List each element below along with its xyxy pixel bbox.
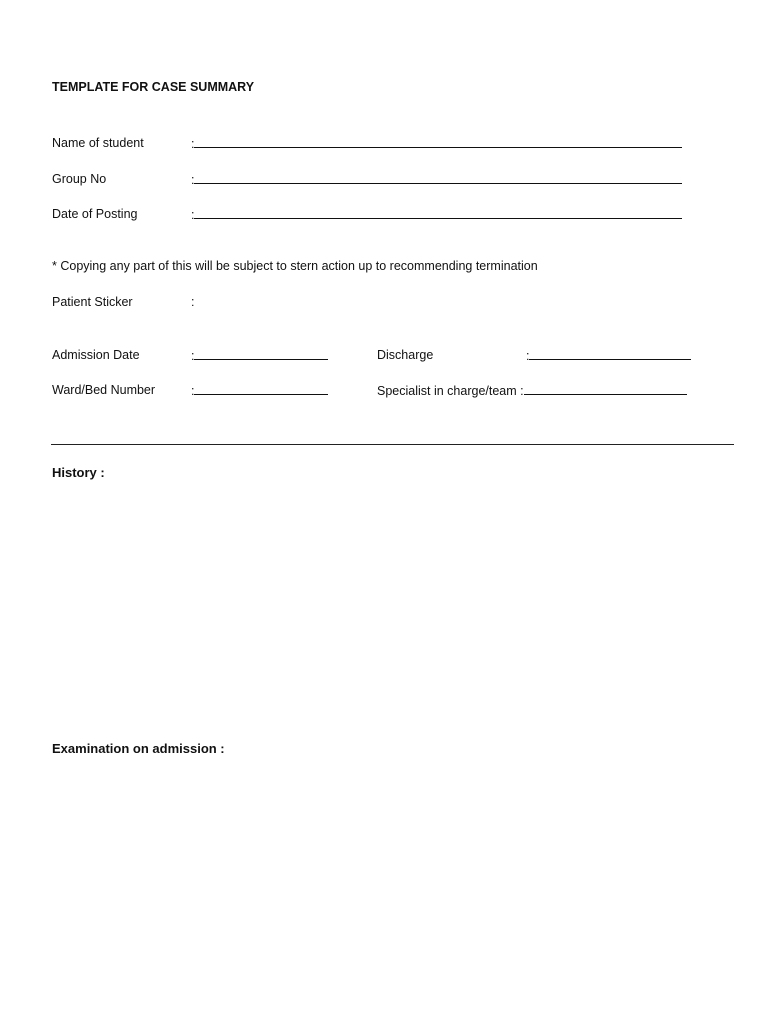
- name-of-student-blank[interactable]: [194, 135, 682, 148]
- ward-bed-number-field[interactable]: [191, 382, 328, 399]
- patient-sticker-separator: :: [191, 295, 195, 309]
- name-of-student-label: Name of student: [52, 136, 144, 150]
- page-title: TEMPLATE FOR CASE SUMMARY: [52, 80, 255, 94]
- admission-date-blank[interactable]: [194, 347, 328, 360]
- field-separator: :: [191, 384, 195, 398]
- discharge-field[interactable]: [526, 347, 691, 364]
- section-divider: [51, 444, 734, 445]
- discharge-blank[interactable]: [529, 347, 691, 360]
- group-no-label: Group No: [52, 172, 107, 186]
- date-of-posting-field[interactable]: [191, 206, 682, 223]
- history-heading: History :: [52, 465, 105, 480]
- group-no-field[interactable]: [191, 171, 682, 188]
- history-writing-area[interactable]: [52, 490, 732, 720]
- group-no-blank[interactable]: [194, 171, 682, 184]
- specialist-blank[interactable]: [524, 382, 687, 395]
- ward-bed-number-label: Ward/Bed Number: [52, 383, 156, 397]
- field-separator: :: [526, 349, 530, 363]
- examination-writing-area[interactable]: [52, 766, 732, 996]
- ward-bed-number-blank[interactable]: [194, 382, 328, 395]
- field-separator: :: [191, 208, 195, 222]
- field-separator: :: [191, 349, 195, 363]
- field-separator: :: [191, 137, 195, 151]
- specialist-label: Specialist in charge/team :: [377, 384, 524, 398]
- admission-date-field[interactable]: [191, 347, 328, 364]
- copying-notice: * Copying any part of this will be subject to stern action up to recommending termination: [52, 259, 538, 273]
- date-of-posting-blank[interactable]: [194, 206, 682, 219]
- name-of-student-field[interactable]: [191, 135, 682, 152]
- discharge-label: Discharge: [377, 348, 434, 362]
- patient-sticker-label: Patient Sticker: [52, 295, 133, 309]
- examination-heading: Examination on admission :: [52, 741, 225, 756]
- field-separator: :: [191, 173, 195, 187]
- admission-date-label: Admission Date: [52, 348, 140, 362]
- specialist-field[interactable]: [377, 382, 687, 399]
- date-of-posting-label: Date of Posting: [52, 207, 138, 221]
